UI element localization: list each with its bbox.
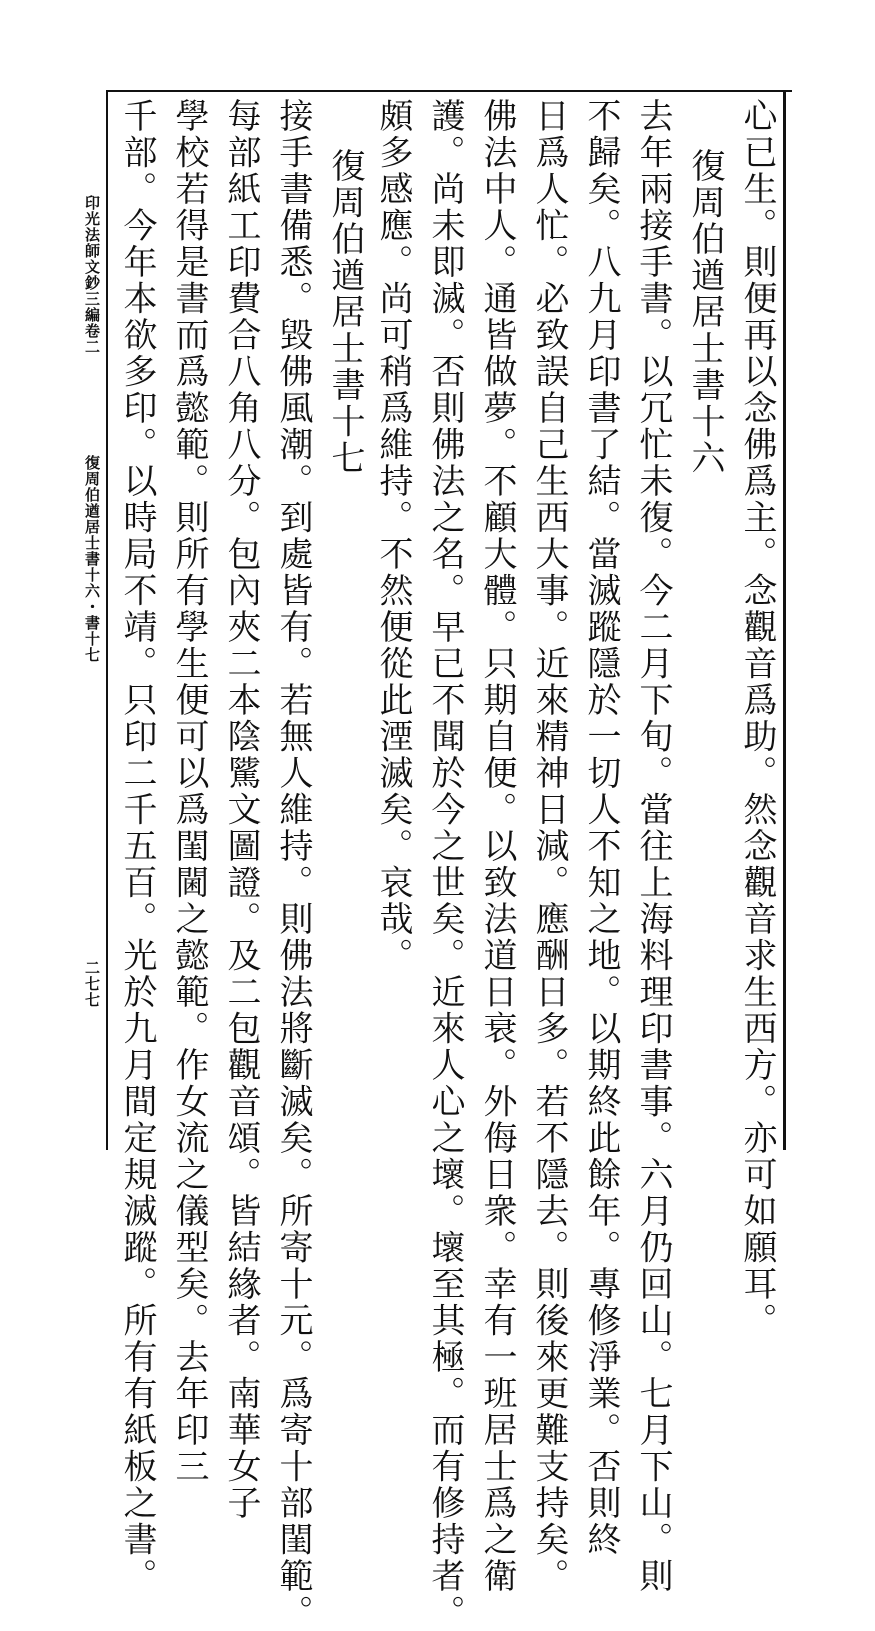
text-column-1: 心已生。則便再以念佛爲主。念觀音爲助。然念觀音求生西方。亦可如願耳。 — [737, 98, 777, 1339]
text-column-3: 去年兩接手書。以冗忙未復。今二月下旬。當往上海料理印書事。六月仍回山。七月下山。則 — [633, 98, 673, 1595]
book-title: 印光法師文鈔三編卷二 — [83, 195, 101, 355]
text-column-12: 學校若得是書而爲懿範。則所有學生便可以爲閨閫之懿範。作女流之儀型矣。去年印三 — [169, 98, 209, 1485]
section-title: 復周伯遒居士書十六・書十七 — [83, 455, 101, 663]
text-column-6: 佛法中人。通皆做夢。不顧大體。只期自便。以致法道日衰。外侮日衆。幸有一班居士爲之衛 — [477, 98, 517, 1595]
frame-left-rule — [106, 90, 108, 1150]
text-column-7: 護。尚未即滅。否則佛法之名。早已不聞於今之世矣。近來人心之壞。壞至其極。而有修持者。 — [425, 98, 465, 1631]
frame-right-rule — [783, 90, 786, 1150]
text-column-11: 每部紙工印費合八角八分。包內夾二本陰騭文圖證。及二包觀音頌。皆結緣者。南華女子 — [221, 98, 261, 1522]
text-column-8: 頗多感應。尚可稍爲維持。不然便從此湮滅矣。哀哉。 — [373, 98, 413, 974]
letter-title-17: 復周伯遒居士書十七 — [325, 148, 365, 477]
frame-top-rule — [106, 90, 792, 92]
text-column-5: 日爲人忙。必致誤自己生西大事。近來精神日減。應酬日多。若不隱去。則後來更難支持矣。 — [529, 98, 569, 1595]
letter-title-16: 復周伯遒居士書十六 — [685, 148, 725, 477]
text-column-4: 不歸矣。八九月印書了結。當滅蹤隱於一切人不知之地。以期終此餘年。專修淨業。否則終 — [581, 98, 621, 1558]
text-column-13: 千部。今年本欲多印。以時局不靖。只印二千五百。光於九月間定規滅蹤。所有有紙板之書。 — [117, 98, 157, 1595]
page-number: 二七七 — [83, 960, 101, 1008]
text-column-10: 接手書備悉。毀佛風潮。到處皆有。若無人維持。則佛法將斷滅矣。所寄十元。爲寄十部閨範。 — [273, 98, 313, 1631]
